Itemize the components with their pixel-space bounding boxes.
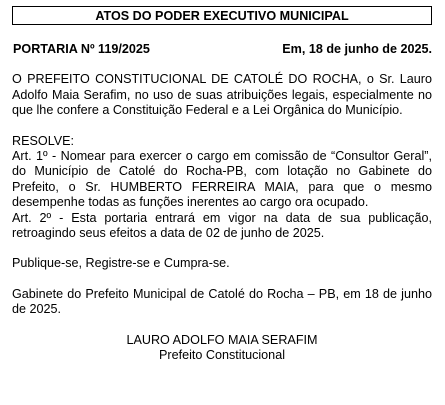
place-date-paragraph: Gabinete do Prefeito Municipal de Catolé do Rocha – PB, em 18 de junho de 2025. <box>12 286 432 317</box>
portaria-date: Em, 18 de junho de 2025. <box>282 42 432 56</box>
document-page <box>12 6 432 364</box>
portaria-heading <box>12 42 432 57</box>
signatory-role: Prefeito Constitucional <box>158 348 285 363</box>
section-header: ATOS DO PODER EXECUTIVO MUNICIPAL <box>12 6 432 25</box>
resolve-section <box>12 134 432 242</box>
resolve-label: RESOLVE: <box>12 133 75 148</box>
closing-line: Publique-se, Registre-se e Cumpra-se. <box>12 256 230 271</box>
article-1: Art. 1º - Nomear para exercer o cargo em comissão de “Consultor Geral”, do Município de Catolé do Rocha-PB, com lotação no Gabinete do Prefeito, o Sr. HUMBERTO FERREIRA MAIA, para que o mesmo desempenhe todas as funções inerentes ao cargo ora ocupado. <box>12 149 432 210</box>
portaria-number: PORTARIA Nº 119/2025 <box>13 42 150 56</box>
signatory-name: LAURO ADOLFO MAIA SERAFIM <box>126 332 318 347</box>
article-2: Art. 2º - Esta portaria entrará em vigor na data de sua publicação, retroagindo seus efeitos a data de 02 de junho de 2025. <box>12 210 432 241</box>
signature-block <box>12 333 432 364</box>
preamble-paragraph: O PREFEITO CONSTITUCIONAL DE CATOLÉ DO ROCHA, o Sr. Lauro Adolfo Maia Serafim, no uso de suas atribuições legais, especialmente no que lhe confere a Constituição Federal e a Lei Orgânica do Município. <box>12 72 432 118</box>
